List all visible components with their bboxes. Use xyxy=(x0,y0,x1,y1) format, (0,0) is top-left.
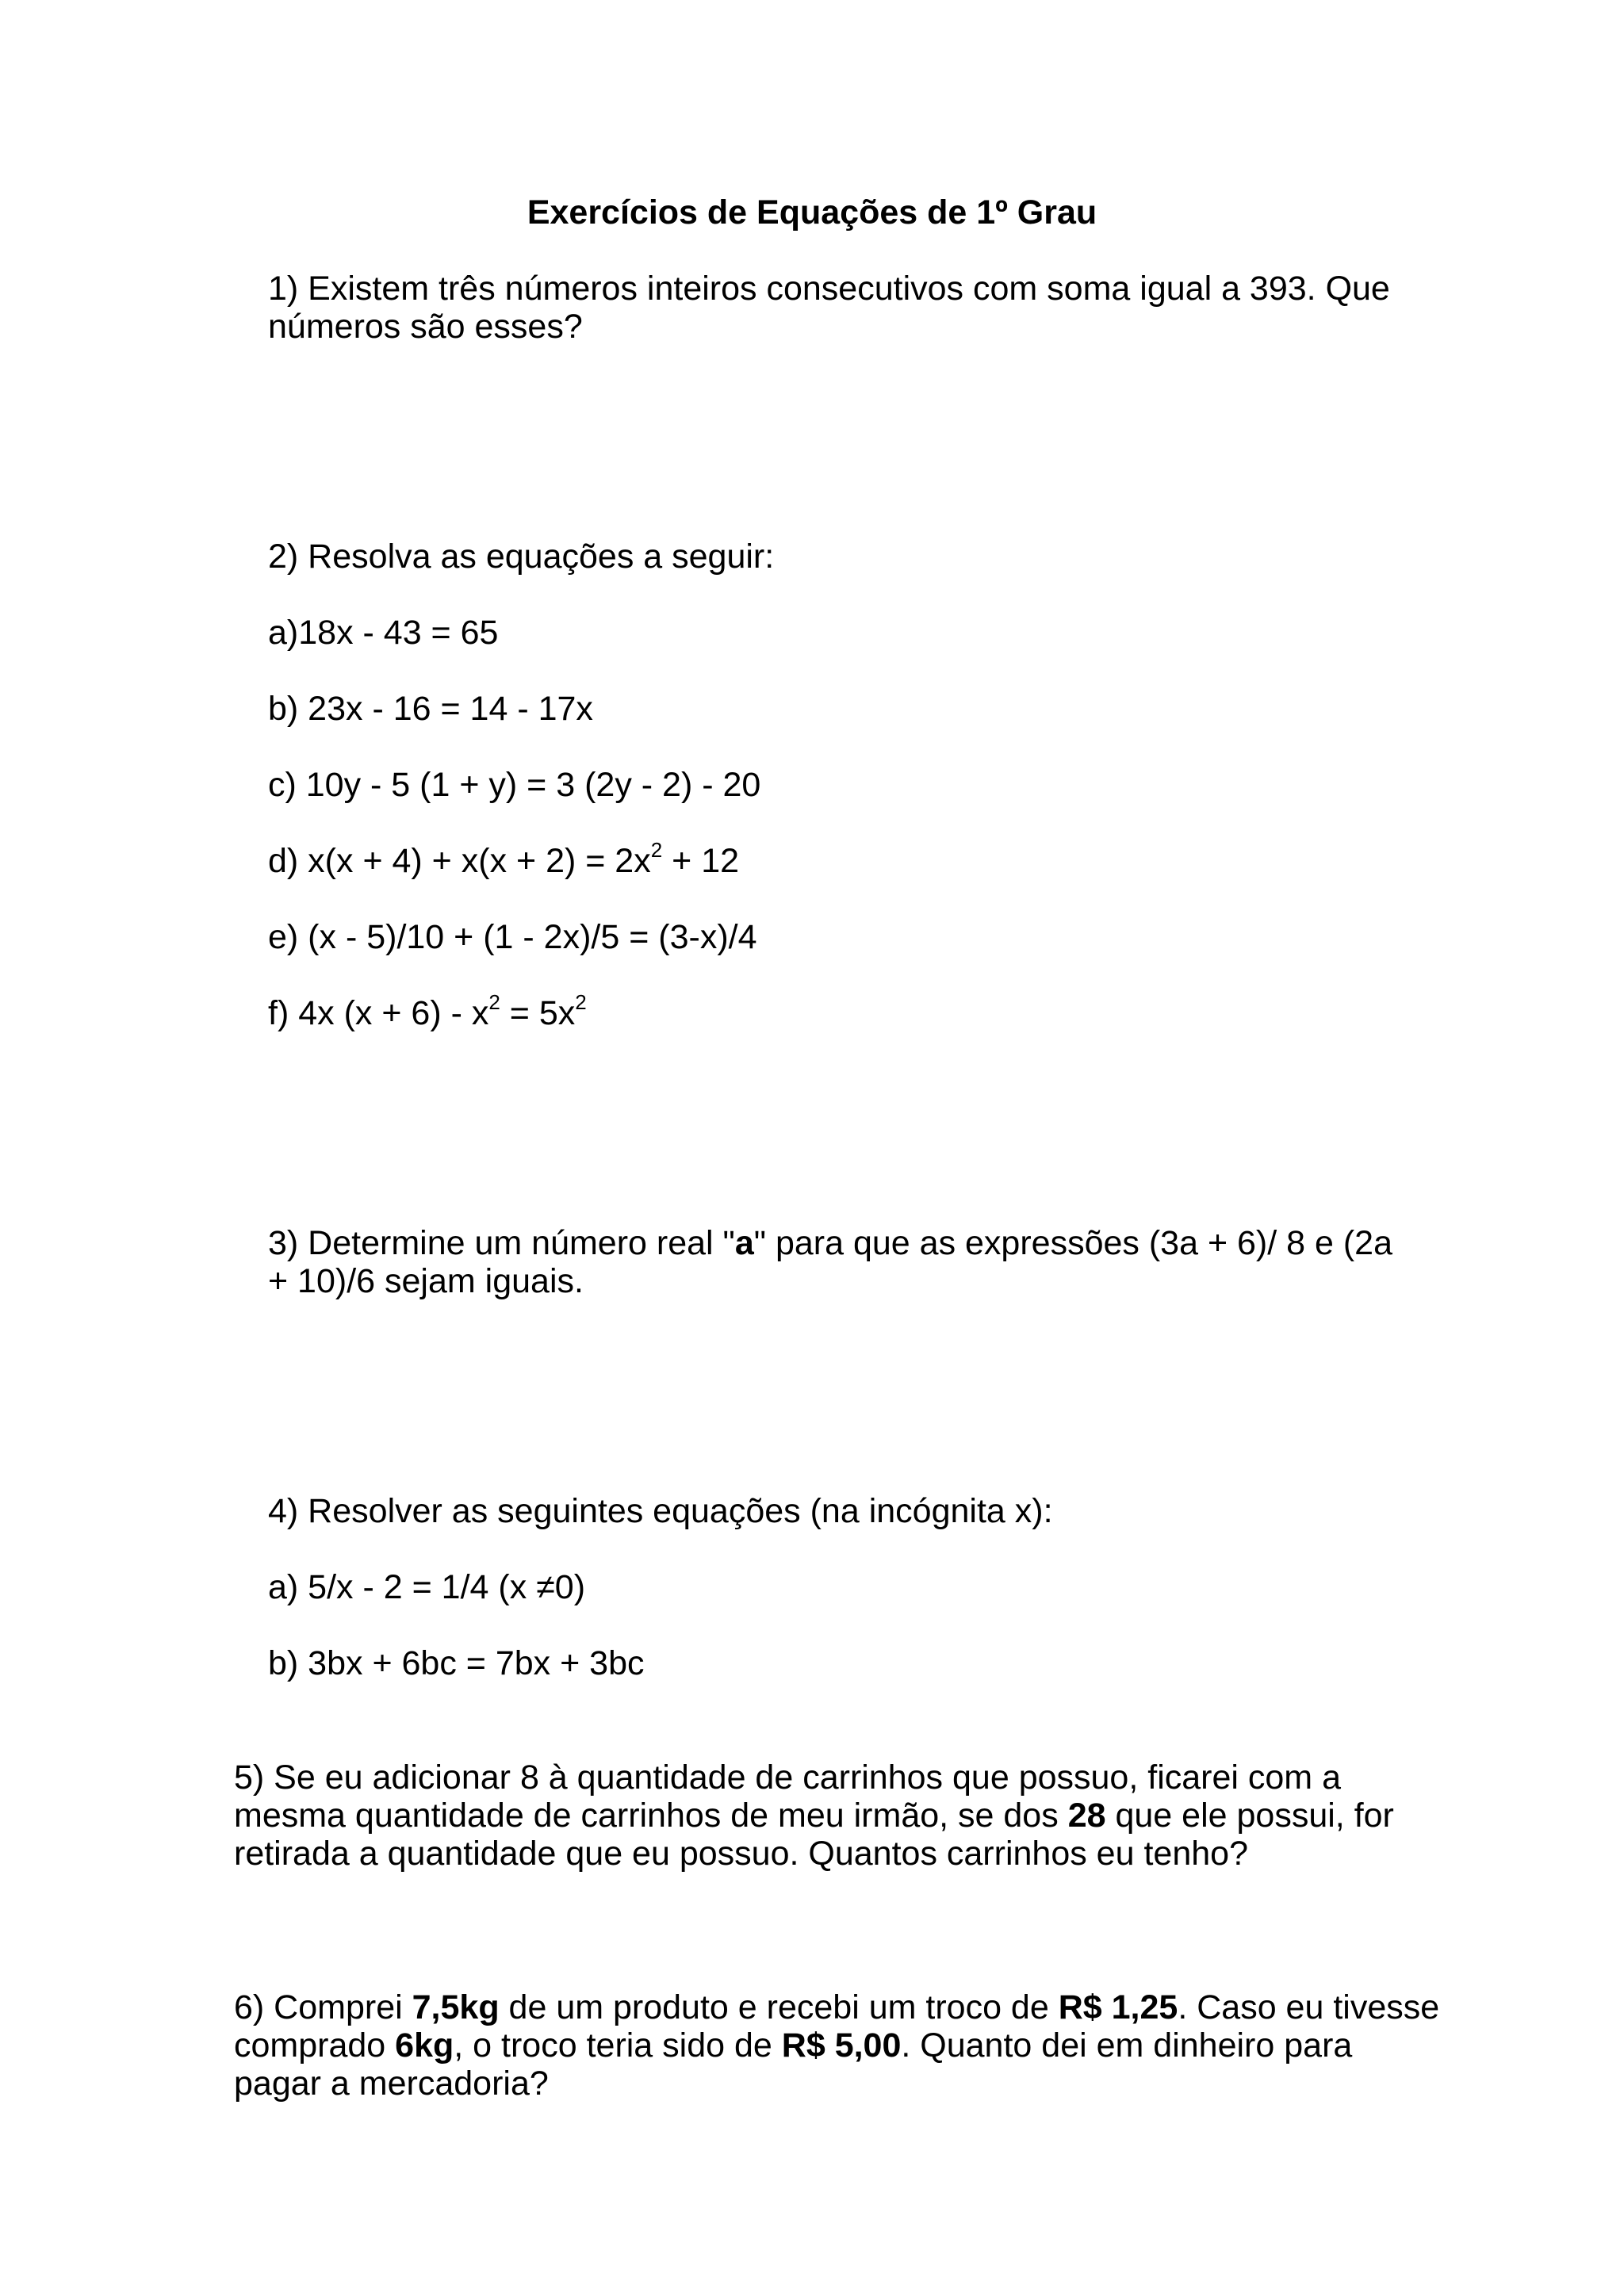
q4-item-a: a) 5/x - 2 = 1/4 (x ≠0) xyxy=(268,1568,586,1606)
q6-line-2: comprado 6kg, o troco teria sido de R$ 5,00. Quanto dei em dinheiro para xyxy=(234,2026,1353,2064)
q5-line-1: 5) Se eu adicionar 8 à quantidade de carrinhos que possuo, ficarei com a xyxy=(234,1758,1341,1797)
q2-item-d: d) $x(x + 4) + x(x + 2) = 2x^2 + 12$ xyxy=(268,837,740,880)
q6-line-3: pagar a mercadoria? xyxy=(234,2064,549,2103)
exponent: 2 xyxy=(488,989,500,1014)
q5-line-3: retirada a quantidade que eu possuo. Quantos carrinhos eu tenho? xyxy=(234,1835,1248,1873)
q1-line-2: números são esses? xyxy=(268,308,583,346)
page-title: Exercícios de Equações de 1º Grau xyxy=(527,193,1097,232)
q2-item-b: b) 23x - 16 = 14 - 17x xyxy=(268,690,593,728)
q5-line-2: mesma quantidade de carrinhos de meu irmão, se dos 28 que ele possui, for xyxy=(234,1797,1394,1835)
q2-heading: 2) Resolva as equações a seguir: xyxy=(268,538,775,576)
exponent: 2 xyxy=(650,837,663,862)
not-equal-symbol: ≠ xyxy=(536,1568,555,1606)
q2-item-e: e) (x - 5)/10 + (1 - 2x)/5 = (3-x)/4 xyxy=(268,918,757,956)
q6-line-1: 6) Comprei 7,5kg de um produto e recebi um troco de R$ 1,25. Caso eu tivesse xyxy=(234,1988,1440,2026)
q2-item-a: a)18x - 43 = 65 xyxy=(268,614,499,652)
q1-line-1: 1) Existem três números inteiros consecutivos com soma igual a 393. Que xyxy=(268,270,1390,308)
q3-line-2: + 10)/6 sejam iguais. xyxy=(268,1262,584,1300)
q2-item-f: f) 4x $(x + 6) - x^2 = 5x^2$ xyxy=(268,989,587,1032)
exponent: 2 xyxy=(575,989,587,1014)
q4-heading: 4) Resolver as seguintes equações (na incógnita x): xyxy=(268,1492,1053,1530)
q3-line-1: 3) Determine um número real "a" para que as expressões (3a + 6)/ 8 e (2a xyxy=(268,1224,1393,1262)
q4-item-b: b) 3bx + 6bc = 7bx + 3bc xyxy=(268,1644,645,1682)
q2-item-c: c) 10y - 5 (1 + y) = 3 (2y - 2) - 20 xyxy=(268,766,761,804)
